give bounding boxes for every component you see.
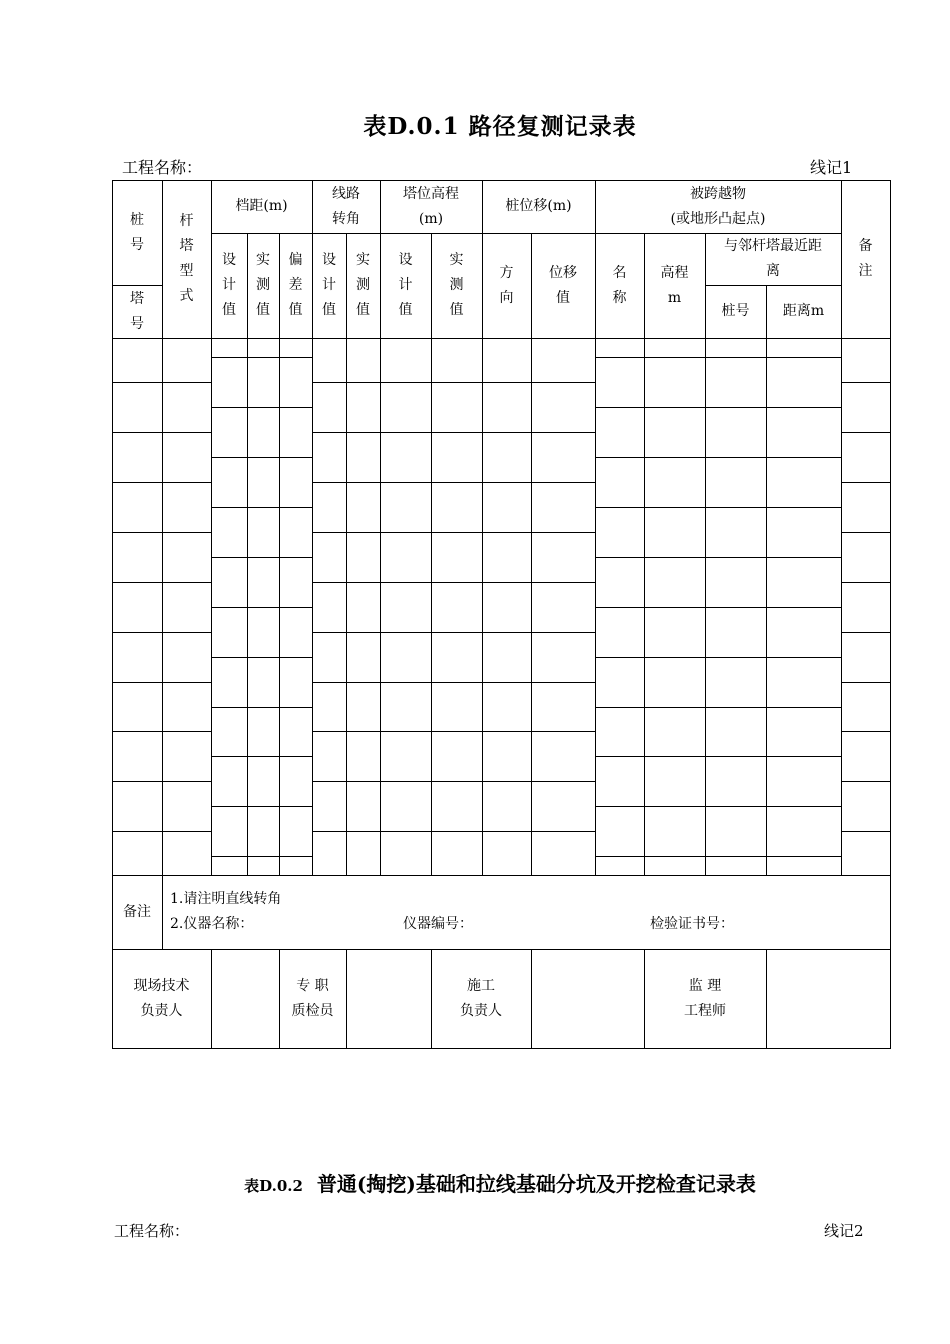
grid-line-h [312,632,596,633]
grid-line-h [841,781,891,782]
header-angle-design: 设计值 [322,252,336,318]
grid-line-h [841,682,891,683]
grid-line-h [211,357,313,358]
grid-line-v [162,875,163,950]
sign-supervisor-label: 监 理 工程师 [684,977,726,1019]
form2-title [0,1168,950,1197]
grid-line-h [595,607,842,608]
grid-line-h [112,682,212,683]
grid-line-h [312,831,596,832]
form1-code: 线记1 [810,158,853,177]
grid-line-h [211,607,313,608]
grid-line-h [595,756,842,757]
header-tower-type: 杆塔型式 [179,213,194,304]
grid-line-h [211,507,313,508]
grid-line-h [312,482,596,483]
remarks-label: 备注 [123,903,151,920]
grid-line-h [841,382,891,383]
grid-line-h [595,806,842,807]
grid-line-h [211,407,313,408]
grid-line-h [595,407,842,408]
table-right-border [890,180,891,1049]
grid-line-h [595,557,842,558]
grid-line-h [841,432,891,433]
grid-line-h [112,432,212,433]
header-elev-design: 设计值 [398,252,413,318]
grid-line-h [312,682,596,683]
header-crossing-elevation: 高程 m [660,264,689,306]
grid-line-h [112,632,212,633]
grid-line-h [312,432,596,433]
grid-line-h [841,831,891,832]
form2-title-text: 普通(掏挖)基础和拉线基础分坑及开挖检查记录表 [316,1172,756,1196]
header-span-measured: 实测值 [256,252,270,318]
header-line-angle: 线路 转角 [332,185,360,227]
grid-line-h [595,357,842,358]
header-tower-no: 塔号 [130,290,144,332]
grid-line-h [312,582,596,583]
grid-line-h [211,657,313,658]
form1-title: 表D.0.1 路径复测记录表 [363,113,637,140]
grid-line-h [595,507,842,508]
sign-construction-field[interactable] [531,949,644,1048]
grid-line-h [112,731,212,732]
grid-line-h [841,532,891,533]
remarks-instrument-name: 2.仪器名称： [170,916,254,932]
sign-site-tech-label: 现场技术 负责人 [133,977,190,1019]
grid-line-h [112,582,212,583]
header-nearest-pile: 桩号 [721,303,750,319]
grid-line-h [841,731,891,732]
grid-line-h [595,707,842,708]
sign-construction-label: 施工 负责人 [460,977,502,1019]
grid-line-h [312,382,596,383]
header-angle-measured: 实测值 [356,252,370,318]
grid-line-h [595,457,842,458]
table-bottom-border [112,1048,891,1049]
grid-line-h [211,756,313,757]
remarks-certificate-no: 检验证书号： [650,916,734,932]
grid-line-h [312,731,596,732]
header-shift-value: 位移 值 [549,264,577,306]
grid-line-h [841,482,891,483]
header-nearest-distance: 与邻杆塔最近距 离 [724,238,822,279]
grid-line-h [211,557,313,558]
grid-line-h [112,532,212,533]
grid-line-h [211,707,313,708]
header-direction: 方向 [499,264,514,306]
grid-line-h [112,382,212,383]
grid-line-h [112,338,891,339]
header-pile-shift: 桩位移(m) [505,198,572,214]
grid-line-h [595,657,842,658]
header-span: 档距(m) [235,198,288,214]
header-tower-elevation: 塔位高程 (m) [403,185,459,227]
grid-line-h [595,856,842,857]
header-span-design: 设计值 [222,252,236,318]
header-pile-no: 桩号 [130,211,144,253]
form2-number: 表D.0.2 [244,1177,303,1195]
header-crossing-name: 名称 [612,264,627,306]
header-nearest-distance-m: 距离m [782,303,825,319]
form1-project-label: 工程名称： [122,158,203,177]
header-elev-measured: 实测值 [449,252,464,318]
grid-line-h [112,831,212,832]
form2-project-label: 工程名称： [114,1222,190,1240]
header-remark: 备注 [858,238,873,279]
grid-line-h [312,781,596,782]
sign-qc-label: 专 职 质检员 [291,977,334,1019]
grid-line-h [112,482,212,483]
form2-code: 线记2 [824,1222,864,1240]
grid-line-h [841,582,891,583]
grid-line-h [211,806,313,807]
grid-line-h [841,632,891,633]
sign-supervisor-field[interactable] [766,949,890,1048]
header-crossing: 被跨越物 (或地形凸起点) [670,185,766,227]
sign-qc-field[interactable] [346,949,431,1048]
header-span-deviation: 偏差值 [288,252,303,318]
grid-line-h [112,875,891,876]
grid-line-v [766,285,767,876]
remarks-line1: 1.请注明直线转角 [170,891,282,907]
remarks-instrument-no: 仪器编号： [403,916,473,932]
grid-line-h [312,532,596,533]
grid-line-h [211,856,313,857]
grid-line-h [211,457,313,458]
sign-site-tech-field[interactable] [211,949,279,1048]
grid-line-h [112,781,212,782]
